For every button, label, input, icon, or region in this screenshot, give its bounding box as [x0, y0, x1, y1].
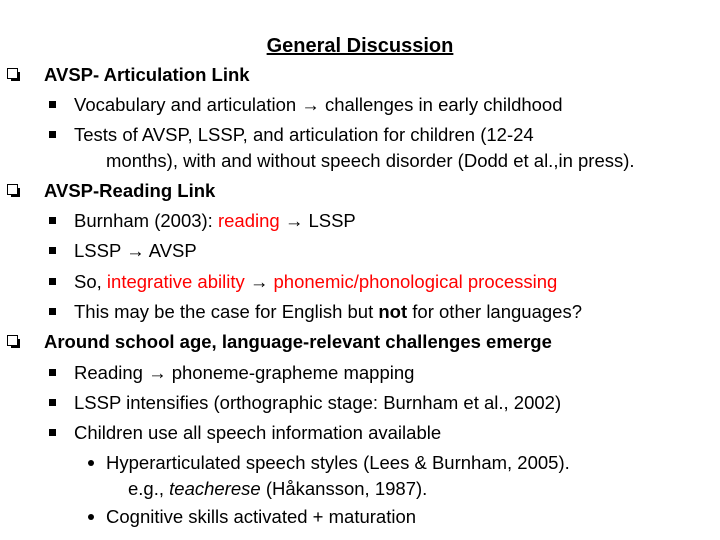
checkbox-bullet-icon: [7, 184, 18, 195]
bullet-intensifies: LSSP intensifies (orthographic stage: Burnham et al., 2002): [74, 392, 562, 413]
text-so: So,: [74, 271, 102, 292]
arrow-icon: →: [249, 271, 269, 292]
heading-avsp-articulation: AVSP- Articulation Link: [44, 64, 250, 85]
text-case-b: for other languages?: [412, 301, 582, 322]
bullet-case: [74, 301, 582, 323]
text-vocab-b: challenges in early childhood: [324, 94, 563, 115]
subbullet-hyperarticulated: Hyperarticulated speech styles (Lees & Burnham, 2005).: [106, 452, 570, 473]
text-avsp: AVSP: [148, 240, 197, 261]
square-bullet-icon: [49, 369, 56, 376]
checkbox-bullet-icon: [7, 68, 18, 79]
square-bullet-icon: [49, 399, 56, 406]
checkbox-bullet-icon: [7, 335, 18, 346]
dot-bullet-icon: [88, 460, 94, 466]
bullet-lssp-avsp: [74, 240, 197, 262]
text-phonemic-red: phonemic/phonological processing: [273, 271, 558, 292]
square-bullet-icon: [49, 278, 56, 285]
bullet-so: [74, 271, 557, 293]
square-bullet-icon: [49, 217, 56, 224]
bullet-tests-line-1: Tests of AVSP, LSSP, and articulation for children (12-24: [74, 124, 534, 145]
text-teacherese-italic: teacherese: [169, 478, 261, 499]
page-title: General Discussion: [266, 35, 454, 57]
arrow-icon: →: [126, 240, 145, 261]
text-reading-red: reading: [217, 210, 280, 231]
text-case-a: This may be the case for English but: [74, 301, 374, 322]
square-bullet-icon: [49, 308, 56, 315]
bullet-vocabulary: [74, 94, 563, 116]
bullet-children: Children use all speech information available: [74, 422, 442, 443]
subbullet-cognitive: Cognitive skills activated + maturation: [106, 506, 417, 527]
square-bullet-icon: [49, 101, 56, 108]
arrow-icon: →: [284, 210, 304, 231]
dot-bullet-icon: [88, 514, 94, 520]
text-not-bold: not: [378, 301, 408, 322]
arrow-icon: →: [148, 362, 167, 383]
bullet-burnham: [74, 210, 356, 232]
text-burnham-a: Burnham (2003):: [74, 210, 213, 231]
text-burnham-b: LSSP: [308, 210, 356, 231]
heading-school-age: Around school age, language-relevant challenges emerge: [44, 331, 552, 352]
heading-avsp-reading: AVSP-Reading Link: [44, 180, 216, 201]
square-bullet-icon: [49, 247, 56, 254]
bullet-tests-line-2: months), with and without speech disorder (Dodd et al.,in press).: [106, 150, 635, 171]
text-reading: Reading: [74, 362, 143, 383]
text-eg: e.g.,: [128, 478, 164, 499]
subbullet-example: [128, 478, 427, 500]
text-mapping: phoneme-grapheme mapping: [171, 362, 415, 383]
text-hakansson: (Håkansson, 1987).: [265, 478, 428, 499]
bullet-reading: [74, 362, 414, 384]
square-bullet-icon: [49, 131, 56, 138]
arrow-icon: →: [301, 94, 320, 115]
text-integrative-red: integrative ability: [106, 271, 245, 292]
square-bullet-icon: [49, 429, 56, 436]
text-vocab-a: Vocabulary and articulation: [74, 94, 297, 115]
text-lssp: LSSP: [74, 240, 121, 261]
